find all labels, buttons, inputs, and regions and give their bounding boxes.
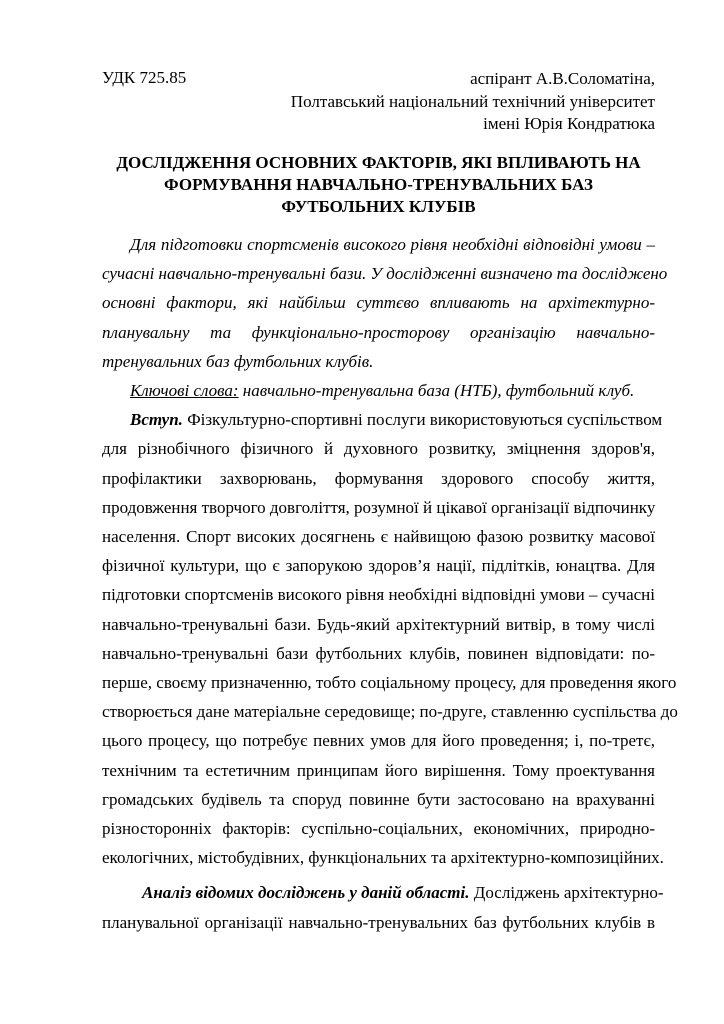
analysis-line: планувальної організації навчально-тренувальних баз футбольних клубів в <box>102 912 655 932</box>
intro-lead: Вступ. <box>130 410 183 430</box>
abstract-line: планувальну та функціонально-просторову організацію навчально- <box>102 322 655 342</box>
university-name: імені Юрія Кондратюка <box>483 114 655 133</box>
intro-line: для різнобічного фізичного й духовного розвитку, зміцнення здоров'я, <box>102 439 655 459</box>
intro-line: різносторонніх факторів: суспільно-соціальних, економічних, природно- <box>102 819 655 839</box>
intro-line: технічним та естетичним принципам його вирішення. Тому проектування <box>102 760 655 780</box>
analysis-section <box>102 878 664 936</box>
intro-line <box>102 405 663 434</box>
abstract-line: сучасні навчально-тренувальні бази. У дослідженні визначено та досліджено <box>102 264 668 284</box>
abstract-line: Для підготовки спортсменів високого рівня необхідні відповідні умови – <box>130 235 655 254</box>
intro-line: навчально-тренувальні бази футбольних клубів, повинен відповідати: по- <box>102 643 655 663</box>
analysis-line <box>102 878 664 907</box>
article-body <box>102 230 678 937</box>
analysis-text: Досліджень архітектурно- <box>469 883 664 903</box>
author-affiliation <box>291 68 655 136</box>
intro-text: Фізкультурно-спортивні послуги використовуються суспільством <box>182 410 663 430</box>
keywords-label: Ключові слова: <box>130 381 239 401</box>
intro-line: екологічних, містобудівних, функціональних та архітектурно-композиційних. <box>102 848 664 868</box>
author-name: аспірант А.В.Соломатіна, <box>470 69 655 88</box>
analysis-lead: Аналіз відомих досліджень у даній області. <box>142 883 470 903</box>
intro-line: громадських будівель та споруд повинне бути застосовано на врахуванні <box>102 789 655 809</box>
university: Полтавський національний технічний університет <box>290 91 655 111</box>
intro-line: навчально-тренувальні бази. Будь-який архітектурний витвір, в тому числі <box>102 614 655 634</box>
keywords-text: навчально-тренувальна база (НТБ), футбольний клуб. <box>238 381 635 401</box>
udc-code: УДК 725.85 <box>102 68 187 87</box>
intro-line: продовження творчого довголіття, розумної й цікавої організації відпочинку <box>102 497 656 517</box>
intro-line: створюється дане матеріальне середовище; по-друге, ставленню суспільства до <box>102 702 678 722</box>
intro-line: підготовки спортсменів високого рівня необхідні відповідні умови – сучасні <box>102 585 655 605</box>
intro-line: профілактики захворювань, формування здорового способу життя, <box>102 468 655 488</box>
intro-line: фізичної культури, що є запорукою здоров’я нації, підлітків, юнацтва. Для <box>102 556 655 576</box>
title-line: ФОРМУВАННЯ НАВЧАЛЬНО-ТРЕНУВАЛЬНИХ БАЗ <box>164 175 593 194</box>
intro-section <box>102 405 678 872</box>
intro-line: перше, своєму призначенню, тобто соціальному процесу, для проведення якого <box>102 673 677 693</box>
title-line: ДОСЛІДЖЕННЯ ОСНОВНИХ ФАКТОРІВ, ЯКІ ВПЛИВАЮТЬ НА <box>116 153 641 172</box>
abstract-line: основні фактори, які найбільш суттєво впливають на архітектурно- <box>102 293 655 313</box>
intro-line: населення. Спорт високих досягнень є найвищою фазою розвитку масової <box>102 527 655 547</box>
abstract-line: тренувальних баз футбольних клубів. <box>102 351 374 371</box>
title-line: ФУТБОЛЬНИХ КЛУБІВ <box>281 197 476 216</box>
article-title <box>102 152 655 218</box>
intro-line: цього процесу, що потребує певних умов для його проведення; і, по-третє, <box>102 731 655 751</box>
keywords <box>102 376 655 405</box>
abstract <box>102 230 668 376</box>
